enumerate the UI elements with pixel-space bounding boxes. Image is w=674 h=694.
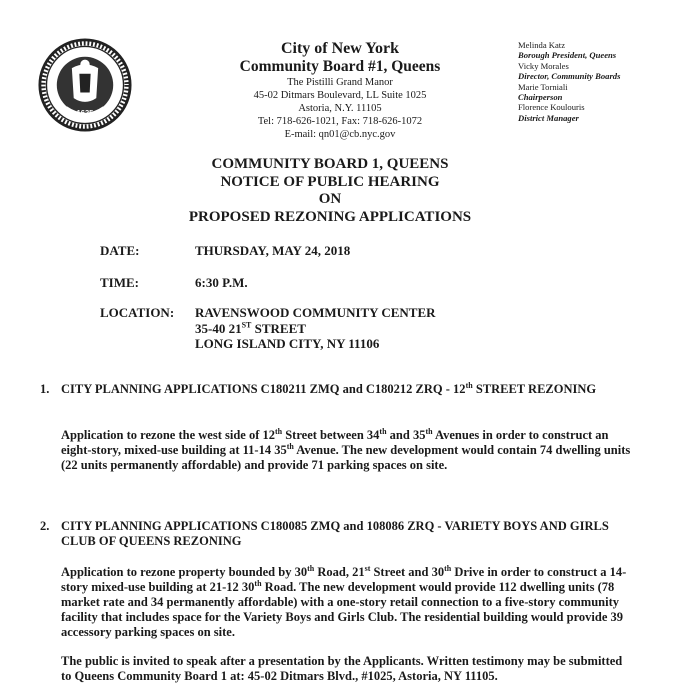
notice-title [120, 156, 540, 226]
location-line: LONG ISLAND CITY, NY 11106 [195, 336, 380, 351]
location-line: RAVENSWOOD COMMUNITY CENTER [195, 305, 436, 320]
officials-list [518, 40, 668, 123]
official-title: Director, Community Boards [518, 71, 621, 82]
location-label: LOCATION: [100, 305, 175, 320]
notice-line: COMMUNITY BOARD 1, QUEENS [211, 156, 449, 172]
official-title: Chairperson [518, 92, 563, 103]
official-name: Vicky Morales [518, 60, 569, 71]
date-label: DATE: [100, 243, 140, 258]
official-name: Melinda Katz [518, 40, 566, 50]
official-title: Borough President, Queens [518, 50, 617, 61]
date-value: THURSDAY, MAY 24, 2018 [195, 243, 351, 258]
notice-line: ON [318, 191, 342, 207]
official-name: Marie Torniali [518, 81, 568, 92]
location-value [195, 305, 575, 352]
time-label: TIME: [100, 275, 139, 290]
item-description: Application to rezone property bounded by 30th Road, 21st Street and 30th Drive in order to construct a 14-story mixed-use building at 21-12 30th Road. The new development would provide 112 dwelling units (78 market rate and 34 permanently affordable) with a one-story retail connection to a five-story community facility that includes space for the Variety Boys and Girls Club. The residential building would provide 39 accessory parking spaces on site. [61, 563, 627, 639]
public-invitation: The public is invited to speak after a presentation by the Applicants. Written testimony may be submitted to Queens Community Board 1 at: 45-02 Ditmars Blvd., #1025, Astoria, NY 11105. [61, 654, 623, 683]
location-line: 35-40 21ST STREET [195, 320, 306, 336]
notice-line: NOTICE OF PUBLIC HEARING [220, 173, 440, 190]
city-name: City of New York [280, 40, 400, 57]
item-description: Application to rezone the west side of 12th Street between 34th and 35th Avenues in order to construct an eight-story, mixed-use building at 11-14 35th Avenue. The new development would contain 74 dwelling units (22 units permanently affordable) and provide 71 parking spaces on site. [61, 426, 631, 472]
item-heading: CITY PLANNING APPLICATIONS C180211 ZMQ and C180212 ZRQ - 12th STREET REZONING [61, 380, 597, 396]
official-name: Florence Koulouris [518, 102, 585, 113]
email: E-mail: qn01@cb.nyc.gov [284, 129, 396, 140]
seal-year: 1625 [76, 108, 94, 118]
board-name: Community Board #1, Queens [239, 58, 441, 75]
city-state: Astoria, N.Y. 11105 [298, 103, 382, 114]
item-heading: CITY PLANNING APPLICATIONS C180085 ZMQ and 108086 ZRQ - VARIETY BOYS AND GIRLS CLUB OF QUEENS REZONING [61, 519, 609, 548]
notice-line: PROPOSED REZONING APPLICATIONS [188, 208, 472, 225]
street-address: 45-02 Ditmars Boulevard, LL Suite 1025 [253, 90, 427, 101]
venue-name: The Pistilli Grand Manor [287, 77, 393, 88]
item-number: 2. [40, 519, 50, 533]
phone-fax: Tel: 718-626-1021, Fax: 718-626-1072 [257, 116, 423, 127]
letterhead [170, 40, 510, 141]
official-title: District Manager [518, 112, 579, 123]
time-value: 6:30 P.M. [195, 275, 248, 290]
item-number: 1. [40, 382, 50, 396]
city-seal-logo [38, 38, 132, 132]
